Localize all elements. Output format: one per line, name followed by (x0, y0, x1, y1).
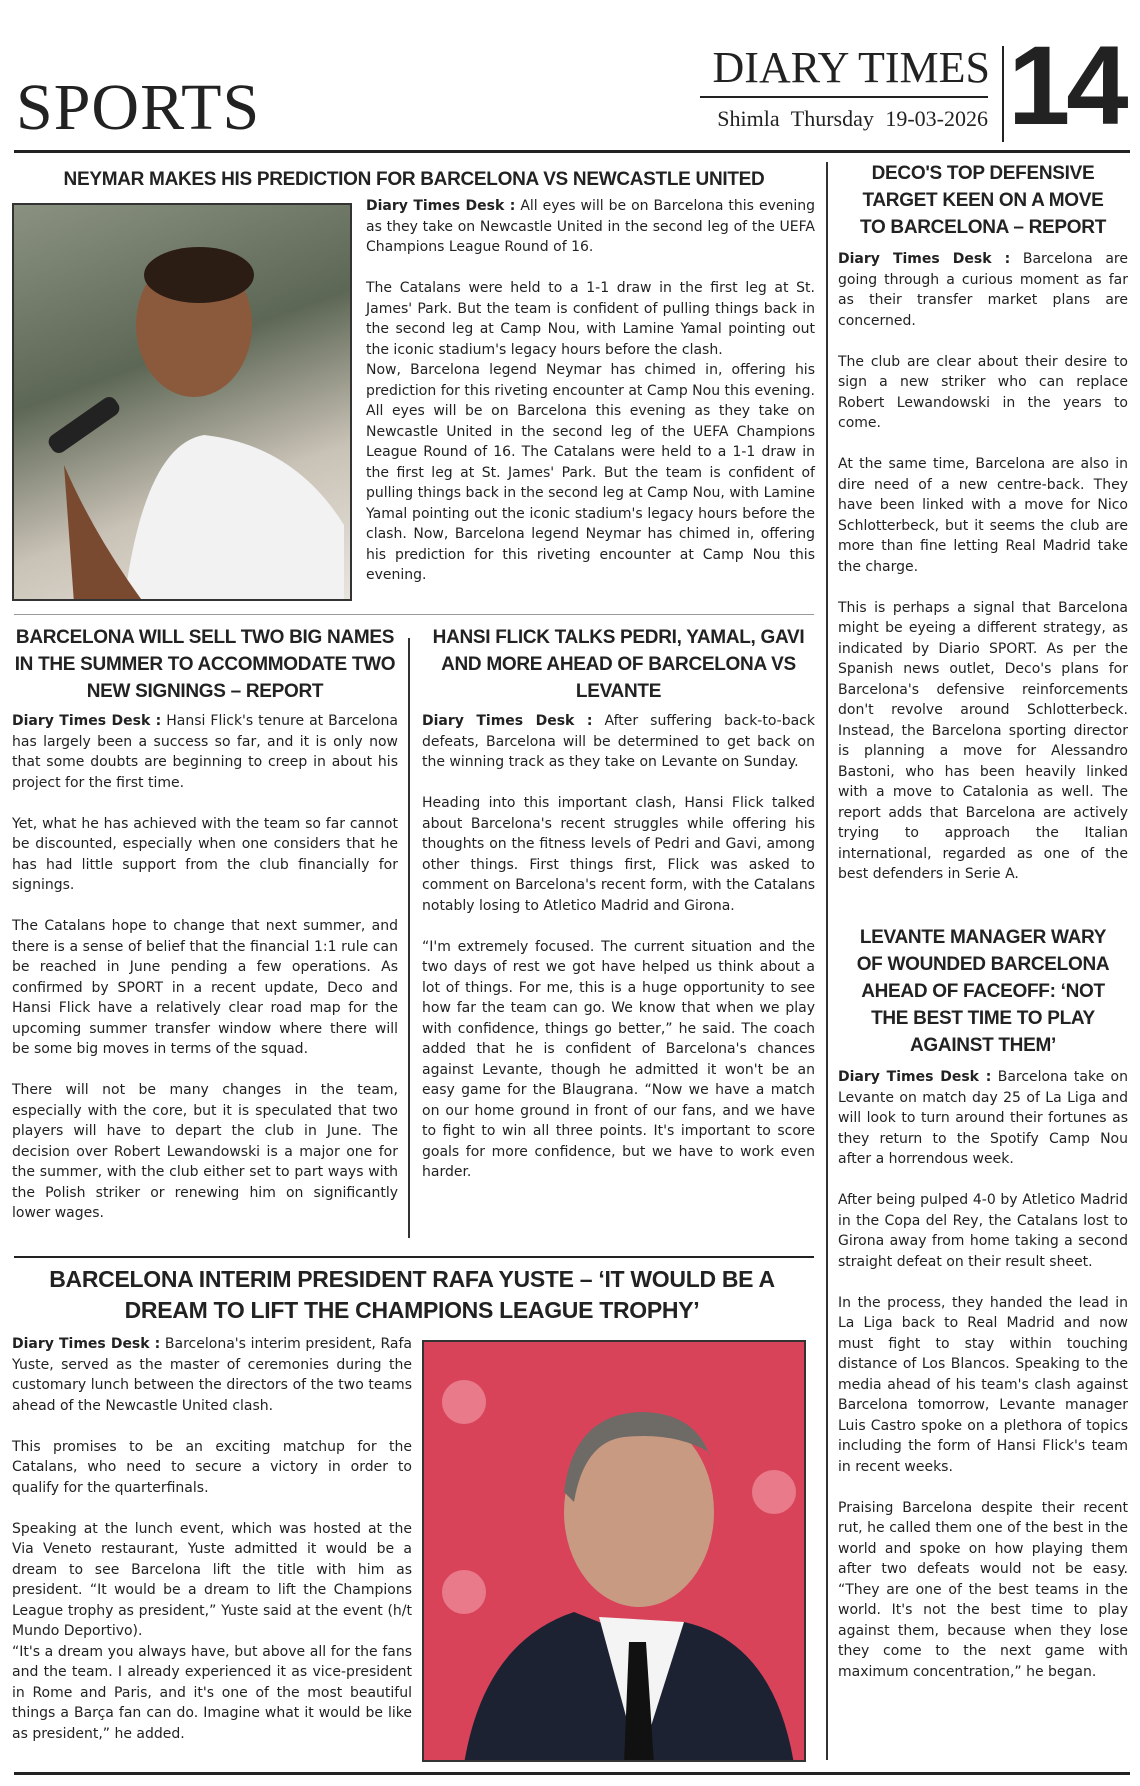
neymar-photo (12, 203, 352, 601)
paragraph: This promises to be an exciting matchup for the Catalans, who need to secure a victory in order to qualify for the quarterfinals. (12, 1438, 412, 1496)
byline: Diary Times Desk : (838, 1069, 992, 1085)
article-body (12, 1334, 412, 1744)
paragraph: “It's a dream you always have, but above all for the fans and the team. I already experienced it as vice-president in Rome and Paris, and it's one of the most beautiful things a Barça fan can do. Imagine what it would be like as president,” he added. (12, 1643, 412, 1742)
article-body (366, 196, 815, 586)
paragraph: At the same time, Barcelona are also in dire need of a new centre-back. They have been linked with a move for Nico Schlotterbeck, but it seems the club are more than fine letting Real Madrid take the charge. (838, 456, 1128, 575)
headline: NEYMAR MAKES HIS PREDICTION FOR BARCELONA VS NEWCASTLE UNITED (63, 169, 765, 190)
paragraph: Heading into this important clash, Hansi Flick talked about Barcelona's recent struggles while offering his thoughts on the fitness levels of Pedri and Gavi, among other things. First things first, Flick was asked to comment on Barcelona's recent form, with the Catalans notably losing to Atletico Madrid and Girona. (422, 795, 815, 914)
paragraph: After suffering back-to-back defeats, Barcelona will be determined to get back on the winning track as they take on Levante on Sunday. (422, 713, 815, 770)
paragraph: Speaking at the lunch event, which was hosted at the Via Veneto restaurant, Yuste admitted it would be a dream to see Barcelona lift the title with him as president. “It would be a dream to lift the Champions League trophy as president,” Yuste said at the event (h/t Mundo Deportivo). (12, 1520, 412, 1639)
headline: DECO'S TOP DEFENSIVE TARGET KEEN ON A MOVE TO BARCELONA – REPORT (860, 163, 1106, 238)
paragraph: After being pulped 4-0 by Atletico Madrid in the Copa del Rey, the Catalans lost to Girona away from home taking a second straight defeat on their result sheet. (838, 1192, 1128, 1270)
yuste-photo (422, 1340, 806, 1762)
article-sell (12, 624, 398, 1224)
byline: Diary Times Desk : (838, 251, 1011, 267)
headline: HANSI FLICK TALKS PEDRI, YAMAL, GAVI AND MORE AHEAD OF BARCELONA VS LEVANTE (432, 627, 805, 702)
paragraph: Barcelona are going through a curious moment as far as their transfer market plans are concerned. (838, 251, 1128, 329)
headline: LEVANTE MANAGER WARY OF WOUNDED BARCELONA AHEAD OF FACEOFF: ‘NOT THE BEST TIME TO PLAY AGAINST THEM’ (856, 927, 1110, 1056)
footer-rule (14, 1772, 1130, 1775)
rule (14, 614, 814, 615)
paragraph: The club are clear about their desire to sign a new striker who can replace Robert Lewandowski in the years to come. (838, 353, 1128, 431)
paragraph: Barcelona take on Levante on match day 25 of La Liga and will look to turn around their fortunes as they return to the Spotify Camp Nou after a horrendous week. (838, 1069, 1128, 1167)
paragraph: “I'm extremely focused. The current situation and the two days of rest we got have helped us think about a lot of things. For me, this is a huge opportunity to see how far the team can go. We know that when we play with confidence, things go better,” he said. The coach added that he is confident of Barcelona's chances against Levante, though he admitted it won't be an easy game for the Blaugrana. “Now we have a match on our home ground in front of our fans, and we have to fight to win all three points. It's important to score goals for more confidence, but we have to work even harder. (422, 938, 815, 1180)
paragraph: Barcelona's interim president, Rafa Yuste, served as the master of ceremonies during the customary lunch between the directors of the two teams ahead of the Newcastle United clash. (12, 1336, 412, 1414)
date: 19-03-2026 (885, 106, 988, 131)
byline: Diary Times Desk : (422, 713, 593, 729)
neymar-image (14, 205, 352, 601)
paragraph: In the process, they handed the lead in La Liga back to Real Madrid and now must fight to stay within touching distance of Los Blancos. Speaking to the media ahead of his team's clash against Barcelona tomorrow, Levante manager Luis Castro spoke on a plethora of topics including the form of Hansi Flick's team in recent weeks. (838, 1294, 1128, 1475)
paragraph: Praising Barcelona despite their recent rut, he called them one of the best in the world and spoke on how playing them after two defeats would not be easy. “They are one of the best teams in the world. It's not the best time to play against them, because when they lose they come to the next game with maximum concentration,” he began. (838, 1499, 1128, 1680)
header-divider (1002, 46, 1004, 142)
byline: Diary Times Desk : (12, 1336, 161, 1352)
page-number: 14 (1008, 23, 1125, 148)
paragraph: The Catalans were held to a 1-1 draw in the first leg at St. James' Park. But the team is confident of pulling things back in the second leg at Camp Nou, with Lamine Yamal pointing out the iconic stadium's legacy hours before the clash. (366, 280, 815, 358)
headline: BARCELONA INTERIM PRESIDENT RAFA YUSTE – ‘IT WOULD BE A DREAM TO LIFT THE CHAMPIONS LEAGUE TROPHY’ (49, 1266, 775, 1323)
headline: BARCELONA WILL SELL TWO BIG NAMES IN THE SUMMER TO ACCOMMODATE TWO NEW SIGNINGS – REPORT (14, 627, 396, 702)
masthead-divider (700, 96, 988, 98)
article-yuste (8, 1264, 816, 1326)
paragraph: This is perhaps a signal that Barcelona might be eyeing a different strategy, as indicated by Diario SPORT. As per the Spanish news outlet, Deco's plans for Barcelona's defensive reinforcements don't revolve around Schlotterbeck. Instead, the Barcelona sporting director is planning a move for Alessandro Bastoni, who has been heavily linked with a move to Catalonia as well. The report adds that Barcelona are actively trying to approach the Italian international, regarded as one of the best defenders in Serie A. (838, 599, 1128, 882)
yuste-image (424, 1342, 806, 1762)
rule (14, 1256, 814, 1258)
paragraph: All eyes will be on Barcelona this evening as they take on Newcastle United in the second leg of the UEFA Champions League Round of 16. (366, 198, 815, 255)
byline: Diary Times Desk : (12, 713, 162, 729)
day: Thursday (790, 106, 874, 131)
article-levante (838, 924, 1128, 1682)
paragraph: Now, Barcelona legend Neymar has chimed in, offering his prediction for this riveting encounter at Camp Nou this evening. All eyes will be on Barcelona this evening as they take on Newcastle United in the second leg of the UEFA Champions League Round of 16. The Catalans were held to a 1-1 draw in the first leg at St. James' Park. But the team is confident of pulling things back in the second leg at Camp Nou, with Lamine Yamal pointing out the iconic stadium's legacy hours before the clash. Now, Barcelona legend Neymar has chimed in, offering his prediction for this riveting encounter at Camp Nou this evening. (366, 362, 816, 583)
article-neymar (14, 166, 814, 193)
column-divider (826, 162, 828, 1760)
column-divider (408, 638, 410, 1238)
masthead: DIARY TIMES (712, 43, 990, 92)
dateline (690, 106, 988, 132)
header-rule (14, 150, 1130, 153)
byline: Diary Times Desk : (366, 198, 516, 214)
paragraph: There will not be many changes in the team, especially with the core, but it is speculated that two players will have to depart the club in June. The decision over Robert Lewandowski is a major one for the summer, with the club either set to part ways with the Polish striker or renewing him on significantly lower wages. (12, 1082, 398, 1221)
paragraph: The Catalans hope to change that next summer, and there is a sense of belief that the financial 1:1 rule can be reached in June pending a few operations. As confirmed by SPORT in a recent update, Deco and Hansi Flick have a relatively clear road map for the upcoming summer transfer window where there will be some big moves in terms of the squad. (12, 918, 398, 1057)
article-deco (838, 160, 1128, 885)
article-flick (422, 624, 815, 1183)
paragraph: Hansi Flick's tenure at Barcelona has largely been a success so far, and it is only now that some doubts are beginning to creep in about his project for the first time. (12, 713, 398, 791)
paragraph: Yet, what he has achieved with the team so far cannot be discounted, especially when one considers that he has had little support from the club financially for signings. (12, 815, 398, 893)
city: Shimla (717, 106, 780, 131)
section-title: SPORTS (16, 71, 261, 144)
